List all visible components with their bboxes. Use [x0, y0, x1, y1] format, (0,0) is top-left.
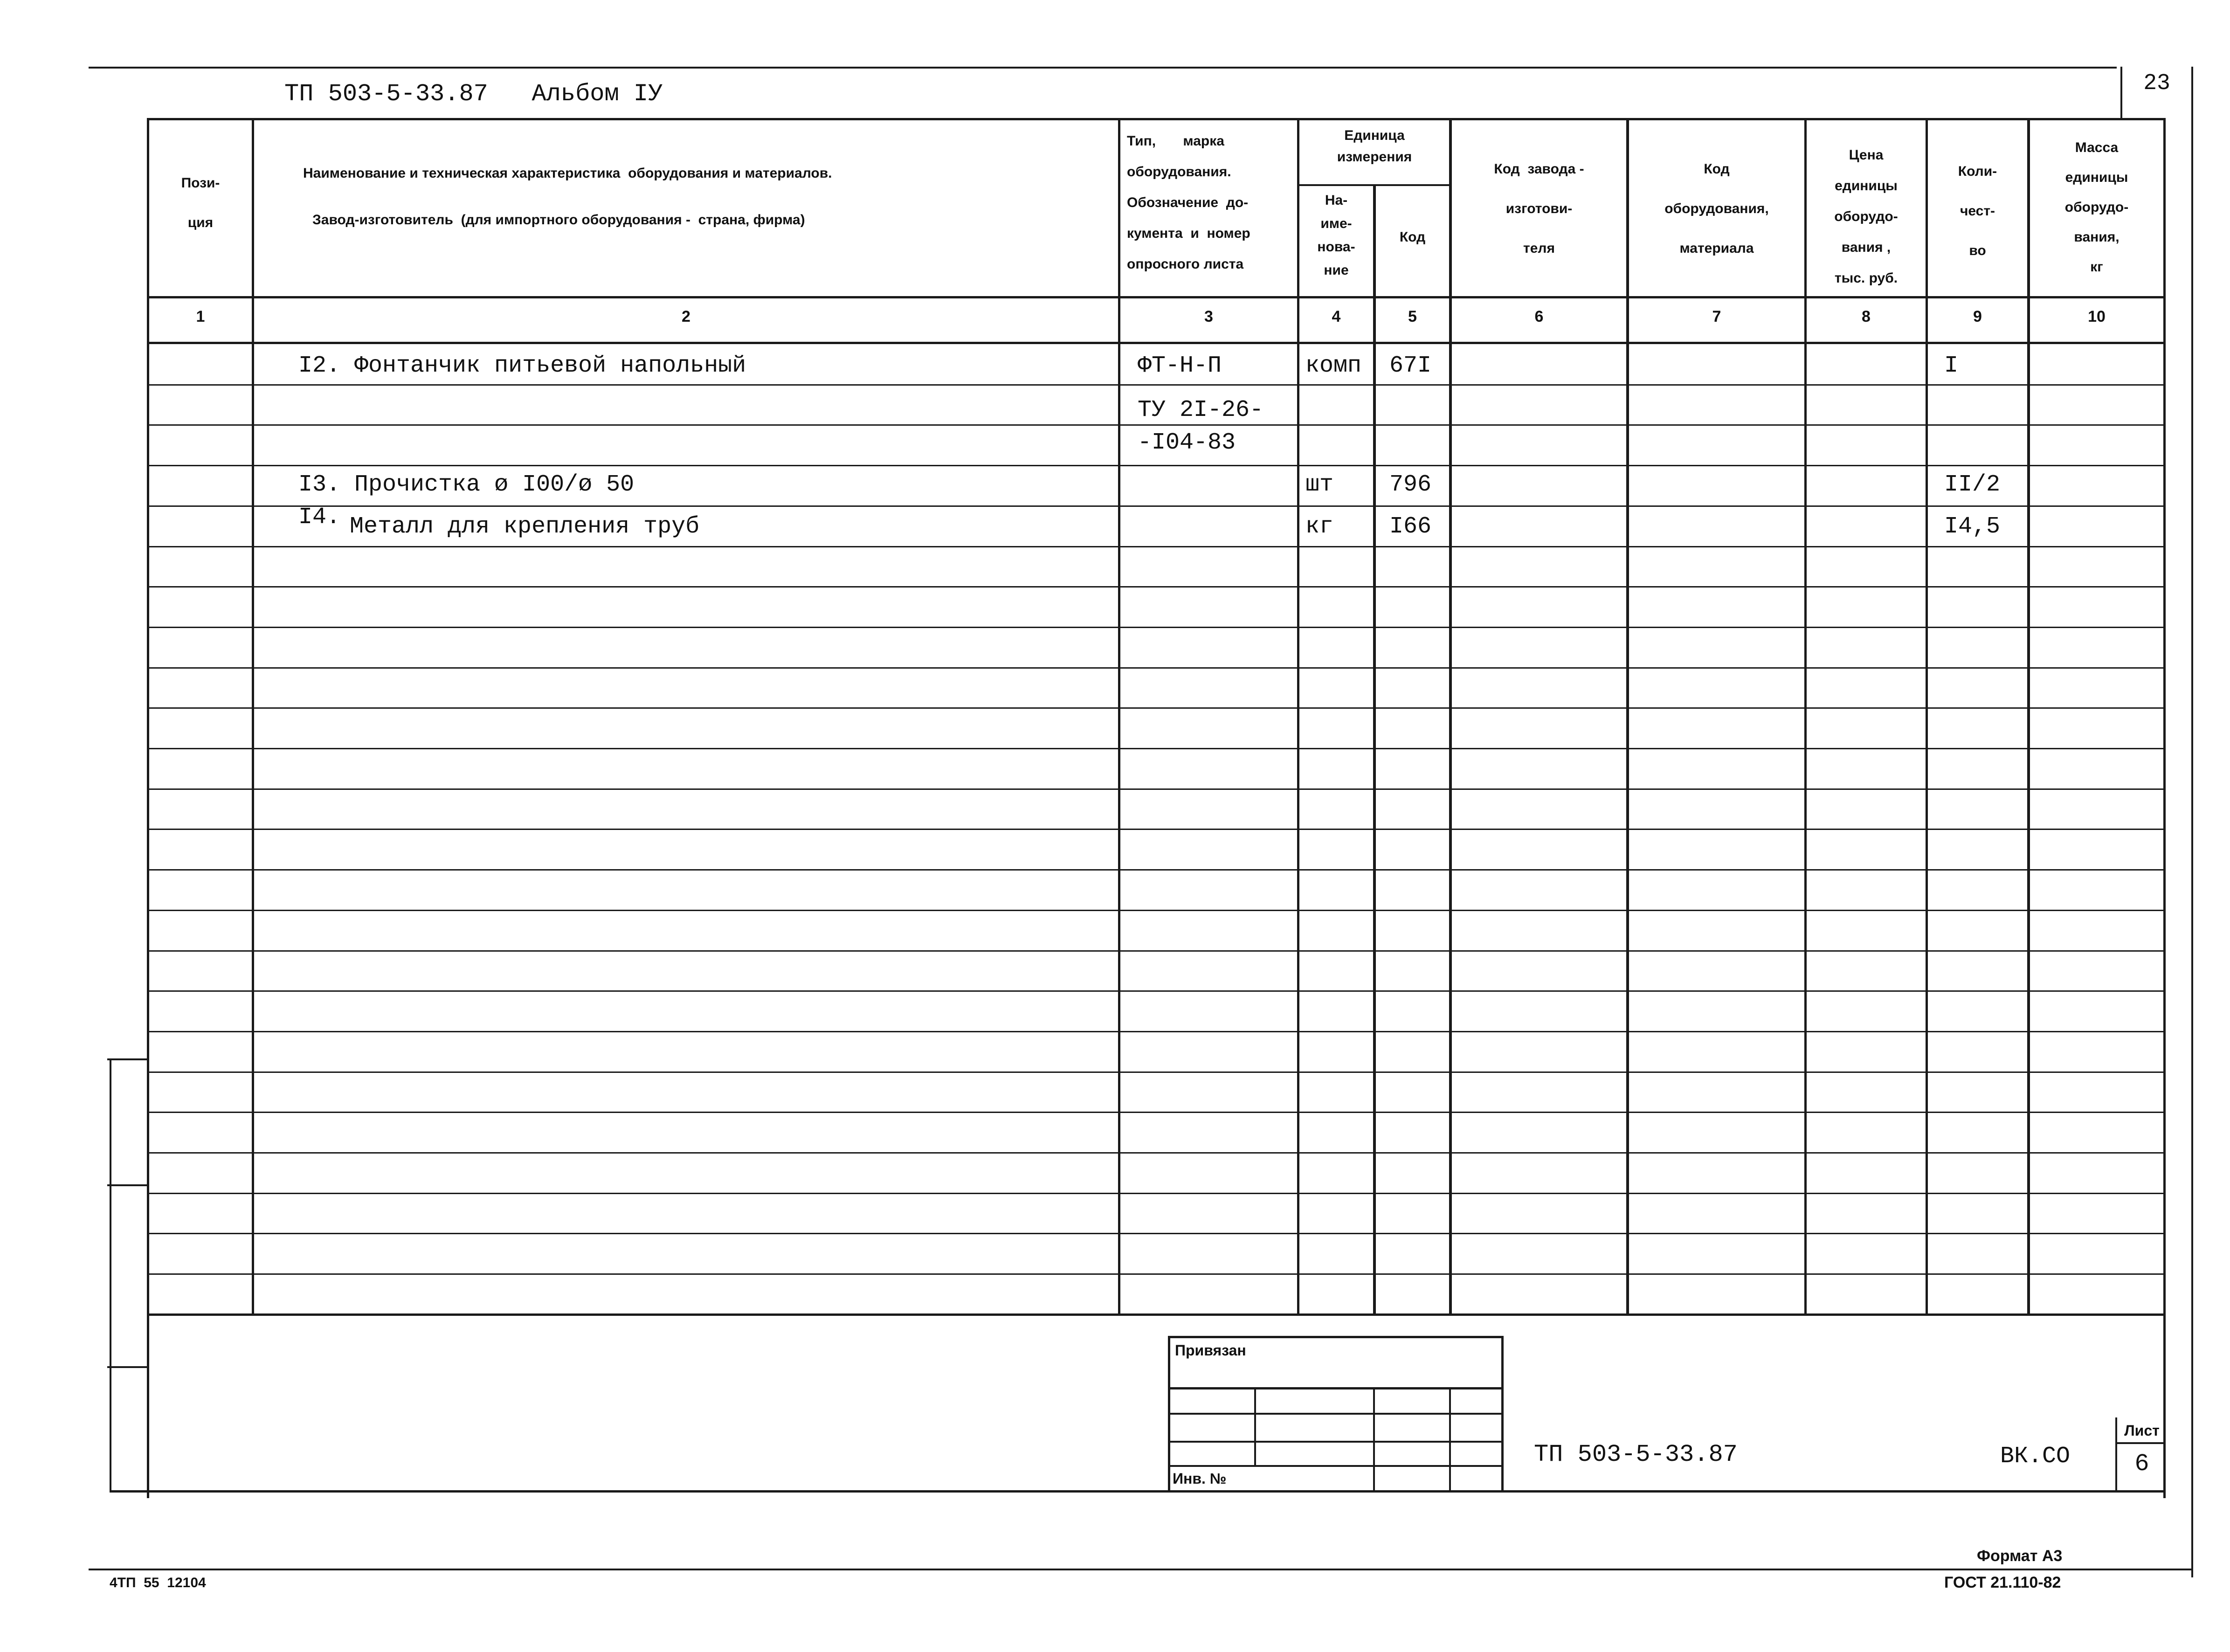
header-bottom-line: [147, 296, 2166, 298]
colnum-8: 8: [1862, 308, 1871, 325]
colnum-4: 4: [1332, 308, 1341, 325]
page-number: 23: [2143, 71, 2170, 96]
stamp-vline-3: [1449, 1387, 1451, 1492]
footer-format: Формат А3: [1977, 1547, 2063, 1565]
row-line: [147, 1193, 2166, 1194]
col-divider-3: [1297, 118, 1299, 1315]
colnum-2: 2: [682, 308, 690, 325]
row-line: [147, 707, 2166, 709]
row1-qty: I: [1944, 353, 1959, 379]
header-mass: Масса единицы оборудо- вания, кг: [2064, 140, 2129, 275]
row-line: [147, 1071, 2166, 1073]
header-position: Пози- ция: [181, 175, 220, 230]
row-line: [147, 950, 2166, 952]
stamp-inv-label: Инв. №: [1173, 1470, 1227, 1487]
col-divider-9: [2027, 118, 2030, 1315]
row4-qty: II/2: [1944, 471, 2001, 498]
binding-strip-line: [110, 1058, 111, 1492]
colnum-5: 5: [1408, 308, 1417, 325]
header-equipment-code: Код оборудования, материала: [1664, 161, 1769, 256]
row-line: [147, 384, 2166, 386]
row4-unit: шт: [1305, 471, 1334, 498]
colnum-bottom-line: [147, 342, 2166, 344]
col-divider-2: [1118, 118, 1120, 1315]
col-divider-1: [252, 118, 254, 1315]
frame-bottom: [110, 1490, 2166, 1493]
sheet-box-left: [2115, 1417, 2117, 1492]
row2-type: ТУ 2I-26-: [1138, 397, 1264, 423]
footer-left-code: 4ТП 55 12104: [110, 1575, 206, 1590]
colnum-9: 9: [1973, 308, 1982, 325]
sheet-box-mid: [2115, 1442, 2166, 1444]
row-line: [147, 586, 2166, 588]
row5-unit: кг: [1305, 513, 1334, 540]
footer-gost: ГОСТ 21.110-82: [1944, 1574, 2061, 1591]
frame-right: [2163, 118, 2166, 1498]
stamp-vline-2: [1373, 1387, 1375, 1492]
col-divider-6: [1626, 118, 1629, 1315]
header-name-line2: Завод-изготовитель (для импортного оборудования - страна, фирма): [312, 212, 805, 228]
stamp-doc-mark: ВК.СО: [2000, 1443, 2071, 1470]
stamp-sheet-label: Лист: [2124, 1422, 2160, 1439]
row1-unit: комп: [1305, 353, 1362, 379]
row-line: [147, 465, 2166, 466]
row5-name: Металл для крепления труб: [350, 513, 700, 540]
row-line: [147, 990, 2166, 992]
header-title: ТП 503-5-33.87 Альбом IУ: [284, 80, 663, 108]
row-line: [147, 748, 2166, 749]
row3-type: -I04-83: [1138, 429, 1236, 456]
header-unit-code: Код: [1399, 229, 1426, 245]
row4-name: I3. Прочистка ø I00/ø 50: [298, 471, 635, 498]
row-line: [147, 910, 2166, 911]
unit-group-line: [1297, 184, 1451, 186]
header-type: Тип, марка оборудования. Обозначение до- кумента и номер опросного листа: [1127, 133, 1250, 272]
colnum-10: 10: [2088, 308, 2106, 325]
col-divider-8: [1926, 118, 1928, 1315]
stamp-doc-code: ТП 503-5-33.87: [1534, 1441, 1738, 1468]
stamp-vline-1: [1254, 1387, 1256, 1466]
row-line: [147, 1031, 2166, 1032]
page-box-right: [2191, 67, 2193, 1577]
header-name-line1: Наименование и техническая характеристика оборудования и материалов.: [303, 166, 832, 181]
stamp-line-2: [1168, 1413, 1504, 1415]
stamp-sheet-number: 6: [2134, 1450, 2149, 1478]
stamp-line-4: [1168, 1465, 1504, 1467]
col-divider-4: [1373, 184, 1376, 1315]
binding-tick-1: [107, 1058, 148, 1060]
col-divider-5: [1449, 118, 1452, 1315]
table-bottom-line: [147, 1313, 2166, 1316]
header-price: Цена единицы оборудо- вания , тыс. руб.: [1834, 147, 1898, 286]
row1-type: ФТ-Н-П: [1138, 353, 1222, 379]
row-line: [147, 627, 2166, 628]
row-line: [147, 1273, 2166, 1275]
row-line: [147, 424, 2166, 426]
header-unit-group: Единица измерения: [1337, 128, 1412, 165]
colnum-6: 6: [1534, 308, 1544, 325]
stamp-attached-label: Привязан: [1175, 1342, 1246, 1359]
binding-tick-2: [107, 1184, 148, 1186]
row1-name: I2. Фонтанчик питьевой напольный: [298, 353, 746, 379]
row-line: [147, 829, 2166, 830]
row5-pos: I4.: [298, 504, 341, 531]
row-line: [147, 788, 2166, 790]
row4-code: 796: [1389, 471, 1432, 498]
row5-qty: I4,5: [1944, 513, 2001, 540]
colnum-3: 3: [1204, 308, 1213, 325]
colnum-1: 1: [196, 308, 205, 325]
row-line: [147, 1152, 2166, 1154]
row5-code: I66: [1389, 513, 1432, 540]
row-line: [147, 1112, 2166, 1113]
header-unit-name: На- име- нова- ние: [1317, 193, 1355, 278]
row-line: [147, 1233, 2166, 1234]
stamp-box-top: [1168, 1336, 1504, 1338]
row-line: [147, 546, 2166, 547]
row-line: [147, 869, 2166, 871]
row-line: [147, 667, 2166, 669]
stamp-line-1: [1168, 1387, 1504, 1389]
row1-code: 67I: [1389, 353, 1432, 379]
sheet-bottom-edge: [89, 1569, 2191, 1570]
header-factory-code: Код завода - изготови- теля: [1494, 161, 1584, 256]
row-line: [147, 505, 2166, 507]
stamp-line-3: [1168, 1441, 1504, 1443]
col-divider-7: [1804, 118, 1807, 1315]
binding-tick-3: [107, 1366, 148, 1368]
header-quantity: Коли- чест- во: [1958, 164, 1997, 258]
top-rule: [89, 67, 2117, 69]
frame-top: [147, 118, 2166, 120]
colnum-7: 7: [1712, 308, 1721, 325]
